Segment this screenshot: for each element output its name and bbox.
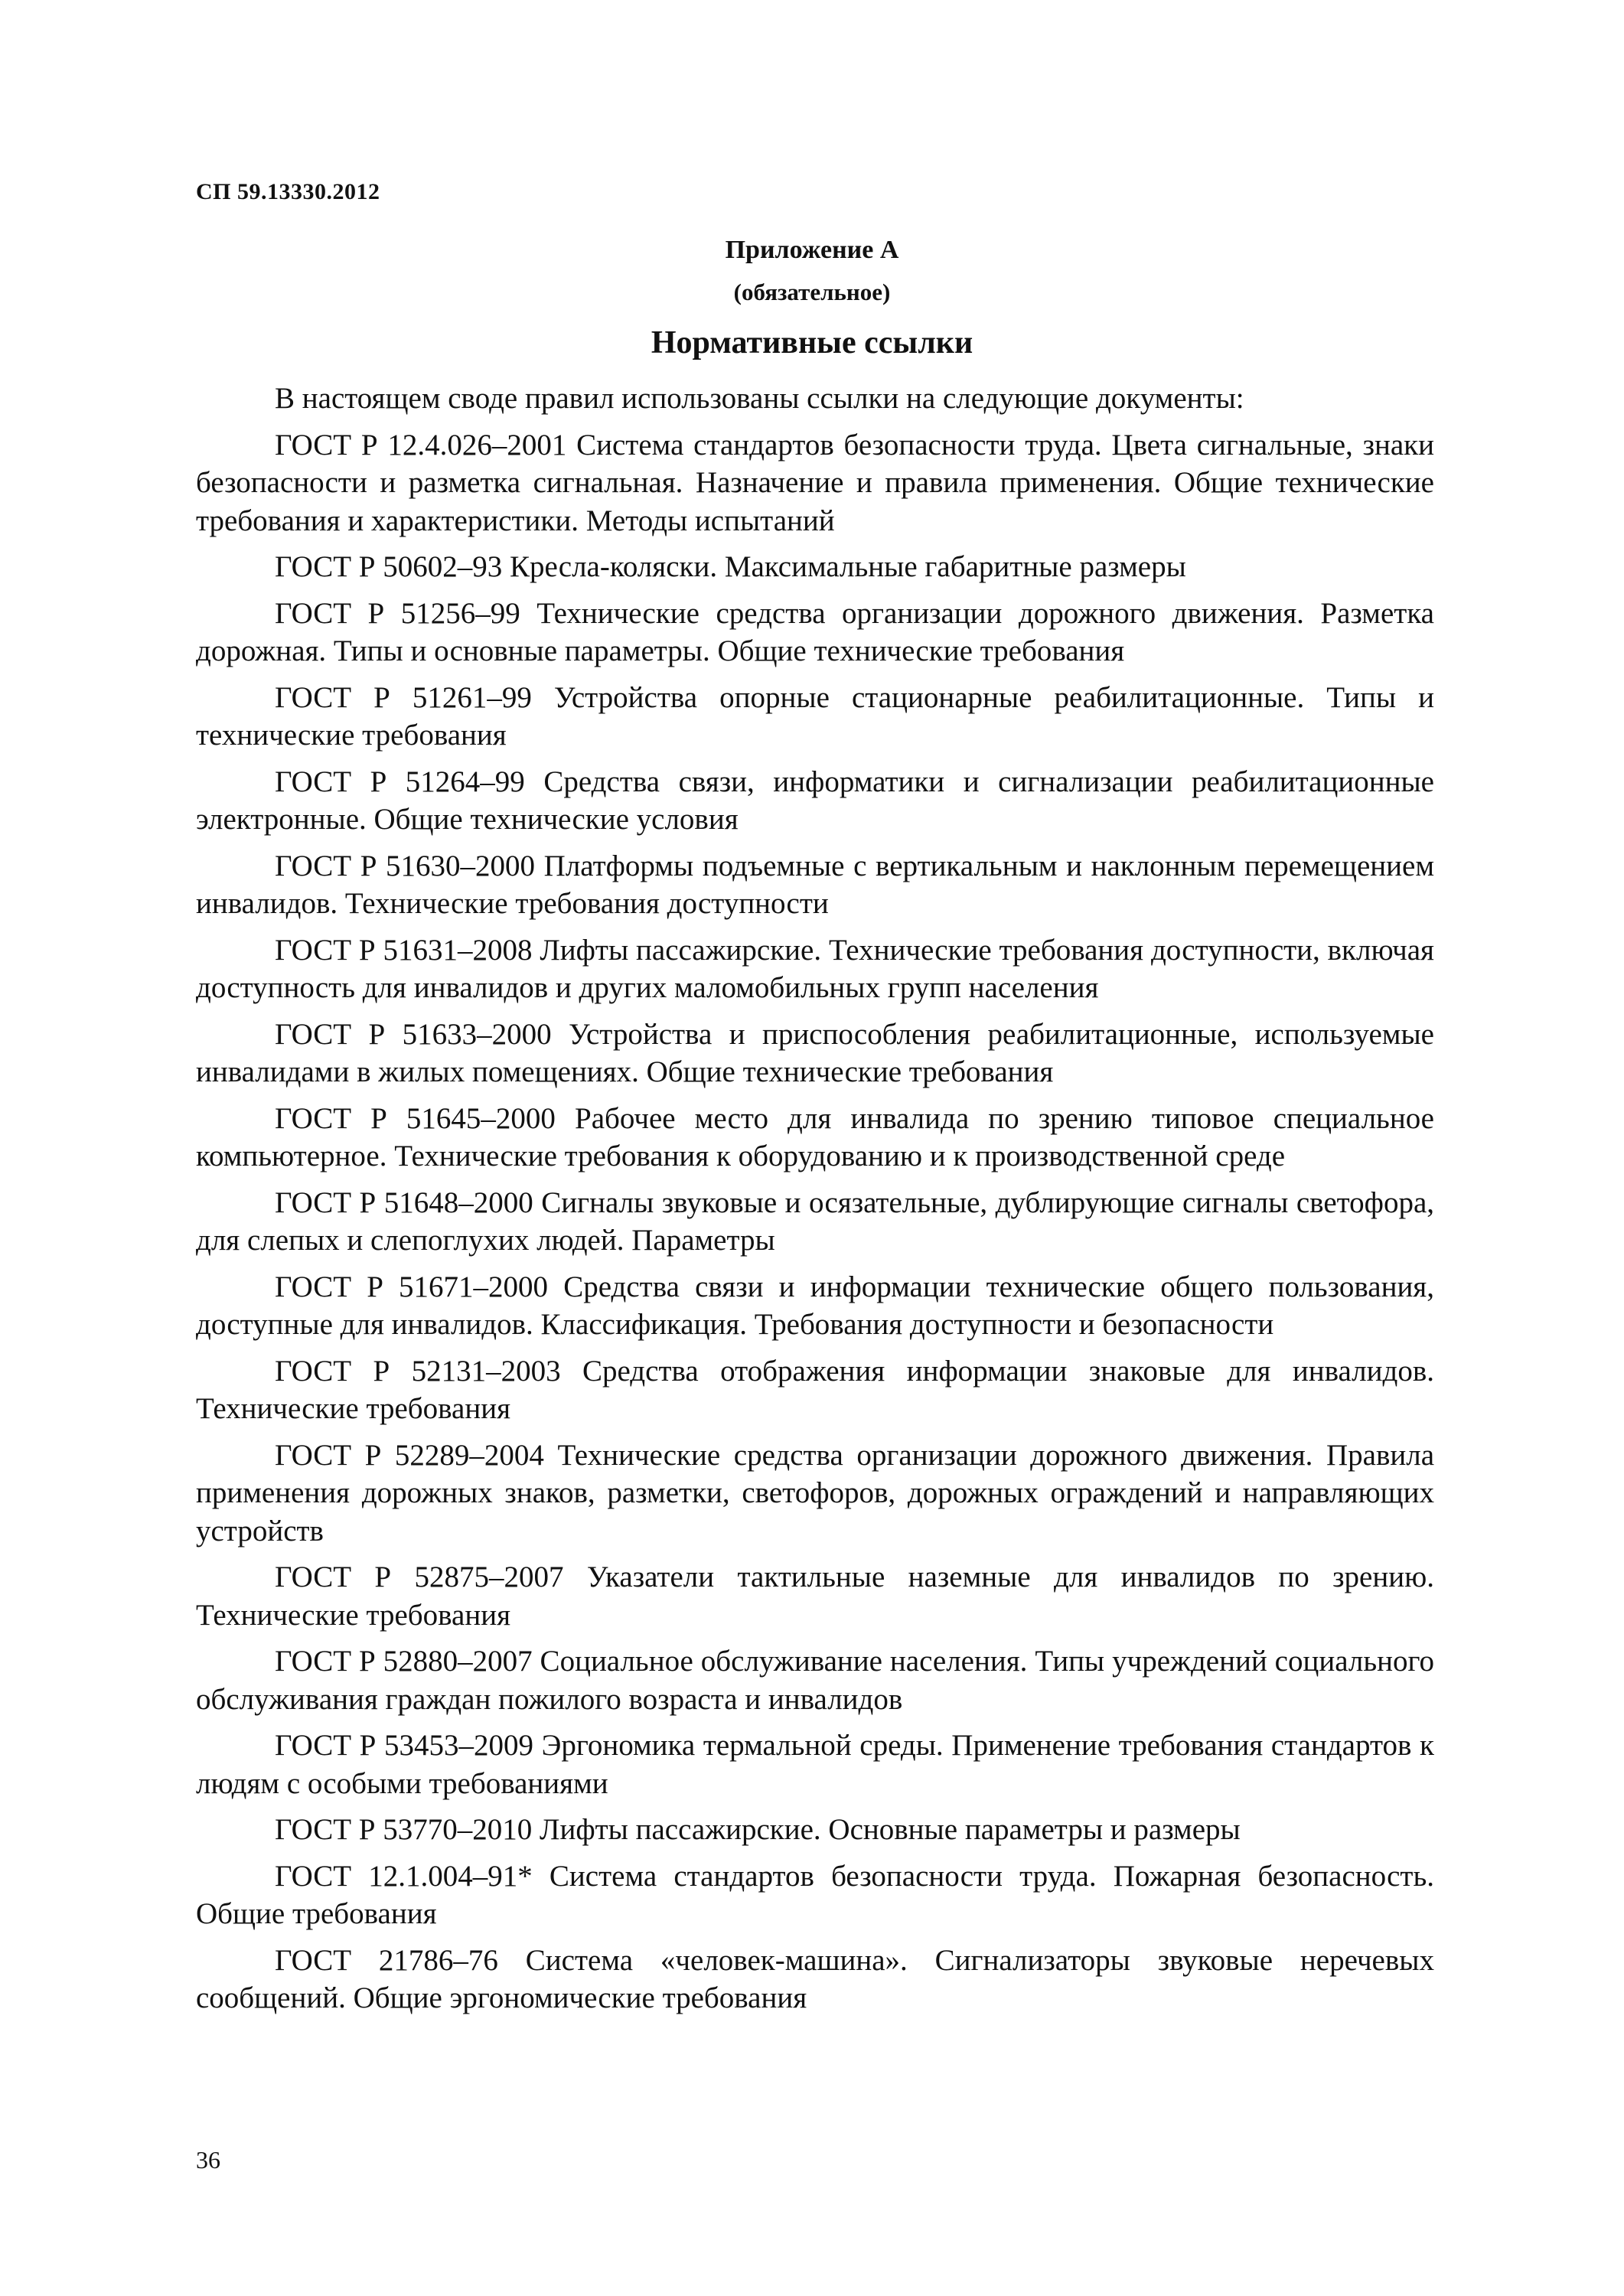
reference-item: ГОСТ Р 51631–2008 Лифты пассажирские. Технические требования доступности, включая доступность для инвалидов и других маломобильных групп населения <box>196 933 1434 1004</box>
reference-item: ГОСТ Р 51261–99 Устройства опорные стационарные реабилитационные. Типы и технические требования <box>196 680 1434 752</box>
reference-item: ГОСТ Р 51256–99 Технические средства организации дорожного движения. Разметка дорожная. Типы и основные параметры. Общие технические требования <box>196 596 1434 667</box>
reference-item: ГОСТ Р 12.4.026–2001 Система стандартов безопасности труда. Цвета сигнальные, знаки безопасности и разметка сигнальная. Назначение и правила применения. Общие технические требования и характеристики. Методы испытаний <box>196 428 1434 537</box>
reference-item: ГОСТ 12.1.004–91* Система стандартов безопасности труда. Пожарная безопасность. Общие требования <box>196 1859 1434 1930</box>
reference-item: ГОСТ 21786–76 Система «человек-машина». Сигнализаторы звуковые неречевых сообщений. Общие эргономические требования <box>196 1943 1434 2014</box>
reference-item: ГОСТ Р 51630–2000 Платформы подъемные с вертикальным и наклонным перемещением инвалидов. Технические требования доступности <box>196 849 1434 920</box>
references-body <box>196 380 1434 2026</box>
reference-item: ГОСТ Р 51671–2000 Средства связи и информации технические общего пользования, доступные для инвалидов. Классификация. Требования доступности и безопасности <box>196 1270 1434 1341</box>
reference-item: ГОСТ Р 50602–93 Кресла-коляски. Максимальные габаритные размеры <box>275 550 1186 583</box>
reference-item: ГОСТ Р 53453–2009 Эргономика термальной среды. Применение требования стандартов к людям с особыми требованиями <box>196 1729 1434 1800</box>
appendix-status: (обязательное) <box>733 279 891 305</box>
intro-paragraph: В настоящем своде правил использованы ссылки на следующие документы: <box>275 382 1244 415</box>
page-number: 36 <box>196 2146 220 2174</box>
reference-item: ГОСТ Р 51648–2000 Сигналы звуковые и осязательные, дублирующие сигналы светофора, для слепых и слепоглухих людей. Параметры <box>196 1186 1434 1257</box>
reference-item: ГОСТ Р 51264–99 Средства связи, информатики и сигнализации реабилитационные электронные. Общие технические условия <box>196 765 1434 836</box>
reference-item: ГОСТ Р 53770–2010 Лифты пассажирские. Основные параметры и размеры <box>275 1813 1241 1846</box>
reference-item: ГОСТ Р 52131–2003 Средства отображения информации знаковые для инвалидов. Технические требования <box>196 1354 1434 1425</box>
document-code: СП 59.13330.2012 <box>196 179 380 204</box>
reference-item: ГОСТ Р 51633–2000 Устройства и приспособления реабилитационные, используемые инвалидами в жилых помещениях. Общие технические требования <box>196 1017 1434 1088</box>
reference-item: ГОСТ Р 52289–2004 Технические средства организации дорожного движения. Правила применения дорожных знаков, разметки, светофоров, дорожных ограждений и направляющих устройств <box>196 1438 1434 1548</box>
appendix-title: Приложение А <box>725 236 899 264</box>
reference-item: ГОСТ Р 52875–2007 Указатели тактильные наземные для инвалидов по зрению. Технические требования <box>196 1561 1434 1632</box>
reference-item: ГОСТ Р 51645–2000 Рабочее место для инвалида по зрению типовое специальное компьютерное. Технические требования к оборудованию и к производственной среде <box>196 1101 1434 1172</box>
section-title: Нормативные ссылки <box>651 325 973 360</box>
reference-item: ГОСТ Р 52880–2007 Социальное обслуживание населения. Типы учреждений социального обслуживания граждан пожилого возраста и инвалидов <box>196 1645 1434 1716</box>
